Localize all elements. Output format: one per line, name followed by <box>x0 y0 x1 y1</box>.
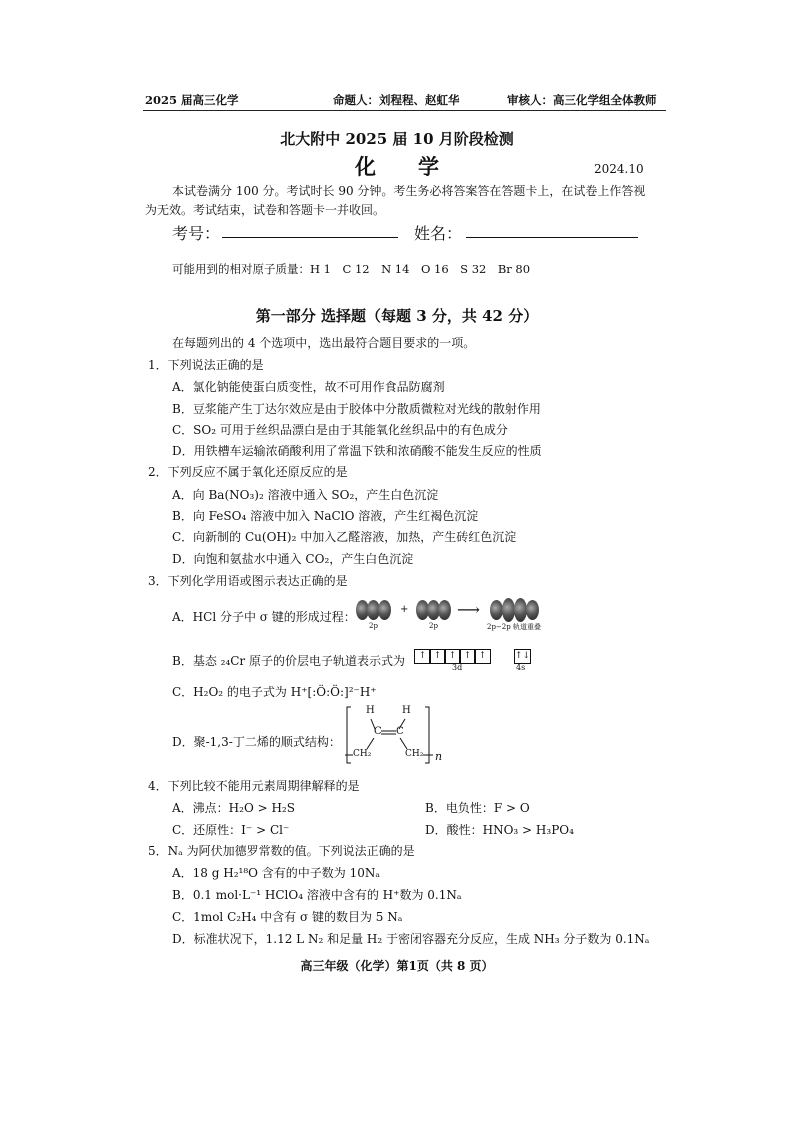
page-footer: 高三年级（化学）第1页（共 8 页） <box>300 959 494 973</box>
q4-option-b: B．电负性：F > O <box>425 801 530 815</box>
exam-subject: 化 学 <box>355 154 439 179</box>
orbital-box: ↑ <box>414 649 431 664</box>
q1-option-a: A．氯化钠能使蛋白质变性，故不可用作食品防腐剂 <box>172 380 445 394</box>
reaction-arrow: ⟶ <box>457 600 480 619</box>
orbital-label-2: 2p <box>429 622 438 630</box>
q2-option-b: B．向 FeSO₄ 溶液中加入 NaClO 溶液，产生红褐色沉淀 <box>172 509 479 523</box>
atomic-masses: 可能用到的相对原子质量：H 1 C 12 N 14 O 16 S 32 Br 80 <box>172 262 531 276</box>
header-authors: 命题人：刘程程、赵虹华 <box>333 93 460 107</box>
q2-option-c: C．向新制的 Cu(OH)₂ 中加入乙醛溶液，加热，产生砖红色沉淀 <box>172 530 517 544</box>
atom-ch2-left: CH₂ <box>353 749 372 759</box>
orbital-box: ↑ <box>459 649 476 664</box>
part1-title: 第一部分 选择题（每题 3 分，共 42 分） <box>255 307 539 325</box>
q1-stem: 1．下列说法正确的是 <box>148 358 264 372</box>
orbital-box-4s: ↑↓ <box>514 649 531 664</box>
repeat-n: n <box>435 750 443 763</box>
atom-h1: H <box>366 705 375 716</box>
atom-c1: C <box>374 726 382 737</box>
q2-option-d: D．向饱和氨盐水中通入 CO₂，产生白色沉淀 <box>172 552 414 566</box>
exam-no-field[interactable] <box>222 236 398 238</box>
orbital-box: ↑ <box>444 649 461 664</box>
orbital-overlap-label: 2p−2p 轨道重叠 <box>487 623 541 631</box>
q3-option-c: C．H₂O₂ 的电子式为 H⁺[:Ö:Ö:]²⁻H⁺ <box>172 685 377 699</box>
q5-option-a: A．18 g H₂¹⁸O 含有的中子数为 10Nₐ <box>172 866 381 880</box>
q5-option-d: D．标准状况下，1.12 L N₂ 和足量 H₂ 于密闭容器充分反应，生成 NH₃ 分子数为 0.1Nₐ <box>172 932 650 946</box>
atom-ch2-right: CH₂ <box>405 749 424 759</box>
q1-option-c: C．SO₂ 可用于丝织品漂白是由于其能氧化丝织品中的有色成分 <box>172 423 508 437</box>
notice-line-1: 本试卷满分 100 分。考试时长 90 分钟。考生务必将答案答在答题卡上，在试卷上作答视 <box>172 184 646 198</box>
plus-sign: + <box>400 604 409 615</box>
polybutadiene-structure <box>345 705 455 767</box>
atom-h2: H <box>402 705 411 716</box>
q3-option-b: B．基态 ₂₄Cr 原子的价层电子轨道表示式为 <box>172 654 405 668</box>
q3-option-d: D．聚-1,3-丁二烯的顺式结构： <box>172 735 341 749</box>
q4-option-d: D．酸性：HNO₃ > H₃PO₄ <box>425 823 574 837</box>
q4-option-c: C．还原性：I⁻ > Cl⁻ <box>172 823 290 837</box>
header-reviewers: 审核人：高三化学组全体教师 <box>507 93 657 107</box>
name-field[interactable] <box>466 236 638 238</box>
notice-line-2: 为无效。考试结束，试卷和答题卡一并收回。 <box>145 203 386 217</box>
part1-instruction: 在每题列出的 4 个选项中，选出最符合题目要求的一项。 <box>172 336 476 350</box>
q2-option-a: A．向 Ba(NO₃)₂ 溶液中通入 SO₂，产生白色沉淀 <box>172 488 439 502</box>
atom-c2: C <box>396 726 404 737</box>
q2-stem: 2．下列反应不属于氧化还原反应的是 <box>148 465 348 479</box>
q3-option-a: A．HCl 分子中 σ 键的形成过程： <box>172 610 356 624</box>
q1-option-b: B．豆浆能产生丁达尔效应是由于胶体中分散质微粒对光线的散射作用 <box>172 402 541 416</box>
q1-option-d: D．用铁槽车运输浓硝酸利用了常温下铁和浓硝酸不能发生反应的性质 <box>172 444 542 458</box>
orbital-box: ↑ <box>474 649 491 664</box>
orbital-3d-label: 3d <box>452 663 463 672</box>
header-rule <box>143 110 666 111</box>
q4-option-a: A．沸点：H₂O > H₂S <box>172 801 295 815</box>
orbital-4s-label: 4s <box>516 663 526 672</box>
orbital-label-1: 2p <box>369 622 378 630</box>
exam-title: 北大附中 2025 届 10 月阶段检测 <box>280 130 514 148</box>
q5-option-c: C．1mol C₂H₄ 中含有 σ 键的数目为 5 Nₐ <box>172 910 403 924</box>
header-left: 2025 届高三化学 <box>145 93 239 107</box>
orbital-box: ↑ <box>429 649 446 664</box>
sigma-bond-diagram <box>356 600 686 640</box>
q5-stem: 5．Nₐ 为阿伏加德罗常数的值。下列说法正确的是 <box>148 844 415 858</box>
exam-no-label: 考号： <box>172 224 221 243</box>
q3-stem: 3．下列化学用语或图示表达正确的是 <box>148 574 348 588</box>
exam-date: 2024.10 <box>594 162 644 176</box>
q4-stem: 4．下列比较不能用元素周期律解释的是 <box>148 779 360 793</box>
name-label: 姓名： <box>414 224 463 243</box>
q5-option-b: B．0.1 mol·L⁻¹ HClO₄ 溶液中含有的 H⁺数为 0.1Nₐ <box>172 888 462 902</box>
orbital-diagram <box>414 649 534 679</box>
